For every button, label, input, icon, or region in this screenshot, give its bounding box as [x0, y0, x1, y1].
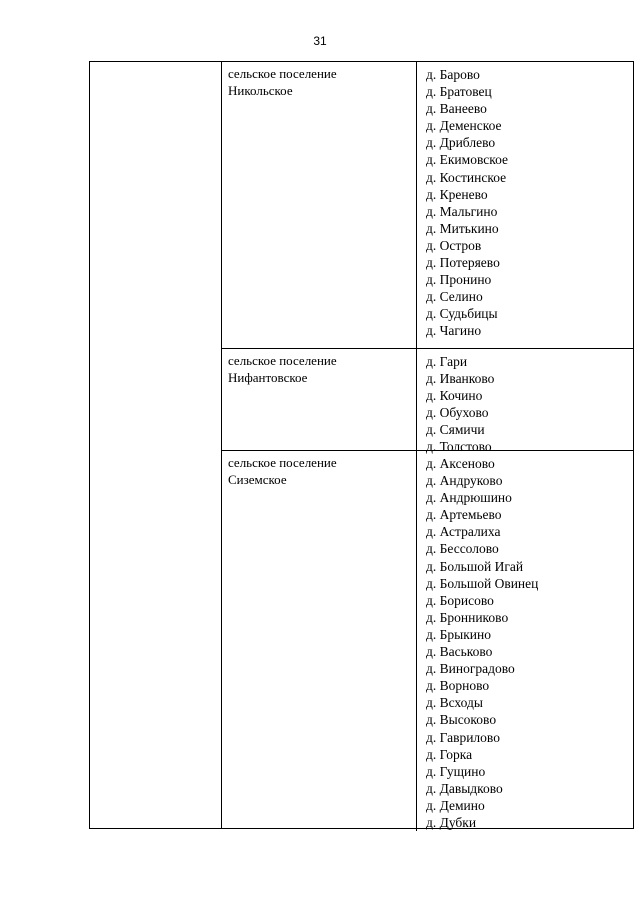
village-item: д. Судьбицы — [426, 306, 498, 322]
village-item: д. Толстово — [426, 439, 492, 455]
village-item: д. Гущино — [426, 763, 486, 779]
village-item: д. Чагино — [426, 323, 482, 339]
settlement-row — [222, 62, 633, 348]
village-item: д. Бессолово — [426, 541, 499, 557]
village-list — [418, 62, 633, 340]
settlement-name: Никольское — [228, 83, 293, 98]
settlement-type: сельское поселение — [228, 353, 337, 368]
village-item: д. Брыкино — [426, 626, 491, 642]
village-item: д. Мальгино — [426, 203, 498, 219]
village-item: д. Селино — [426, 289, 483, 305]
village-item: д. Кочино — [426, 388, 483, 404]
village-list — [418, 451, 633, 831]
village-item: д. Братовец — [426, 84, 492, 100]
village-item: д. Высоково — [426, 712, 497, 728]
settlement-row — [222, 348, 633, 455]
village-item: д. Кренево — [426, 186, 488, 202]
village-item: д. Давыдково — [426, 780, 503, 796]
village-item: д. Костинское — [426, 169, 507, 185]
settlement-name: Сиземское — [228, 472, 287, 487]
village-item: д. Бронниково — [426, 609, 509, 625]
settlement-name-cell — [222, 62, 417, 348]
village-item: д. Горка — [426, 746, 473, 762]
district-column — [90, 62, 222, 828]
village-item: д. Борисово — [426, 592, 494, 608]
village-item: д. Васьково — [426, 644, 493, 660]
village-item: д. Ворново — [426, 678, 490, 694]
village-item: д. Демино — [426, 797, 485, 813]
page-number: 31 — [313, 34, 327, 48]
village-item: д. Большой Игай — [426, 558, 524, 574]
settlements-table — [89, 61, 634, 829]
village-item: д. Деменское — [426, 118, 502, 134]
village-item: д. Всходы — [426, 695, 483, 711]
village-item: д. Андруково — [426, 473, 503, 489]
village-item: д. Дубки — [426, 814, 477, 830]
settlement-type: сельское поселение — [228, 455, 337, 470]
village-item: д. Дриблево — [426, 135, 496, 151]
village-item: д. Виноградово — [426, 661, 515, 677]
village-item: д. Астралиха — [426, 524, 501, 540]
settlement-type: сельское поселение — [228, 66, 337, 81]
village-list — [418, 349, 633, 456]
village-item: д. Артемьево — [426, 507, 502, 523]
village-item: д. Гаврилово — [426, 729, 500, 745]
village-item: д. Сямичи — [426, 422, 485, 438]
village-item: д. Барово — [426, 67, 480, 82]
village-item: д. Иванково — [426, 371, 495, 387]
settlement-row — [222, 450, 633, 831]
settlement-name: Нифантовское — [228, 370, 308, 385]
village-item: д. Остров — [426, 237, 482, 253]
village-item: д. Пронино — [426, 272, 492, 288]
village-item: д. Аксеново — [426, 456, 495, 471]
village-item: д. Потеряево — [426, 255, 500, 271]
village-item: д. Екимовское — [426, 152, 509, 168]
village-item: д. Андрюшино — [426, 490, 512, 506]
settlement-name-cell — [222, 349, 417, 451]
village-item: д. Обухово — [426, 405, 489, 421]
settlement-name-cell — [222, 451, 417, 831]
village-item: д. Митькино — [426, 220, 499, 236]
village-item: д. Ванеево — [426, 101, 487, 117]
village-item: д. Гари — [426, 354, 468, 369]
village-item: д. Большой Овинец — [426, 575, 539, 591]
